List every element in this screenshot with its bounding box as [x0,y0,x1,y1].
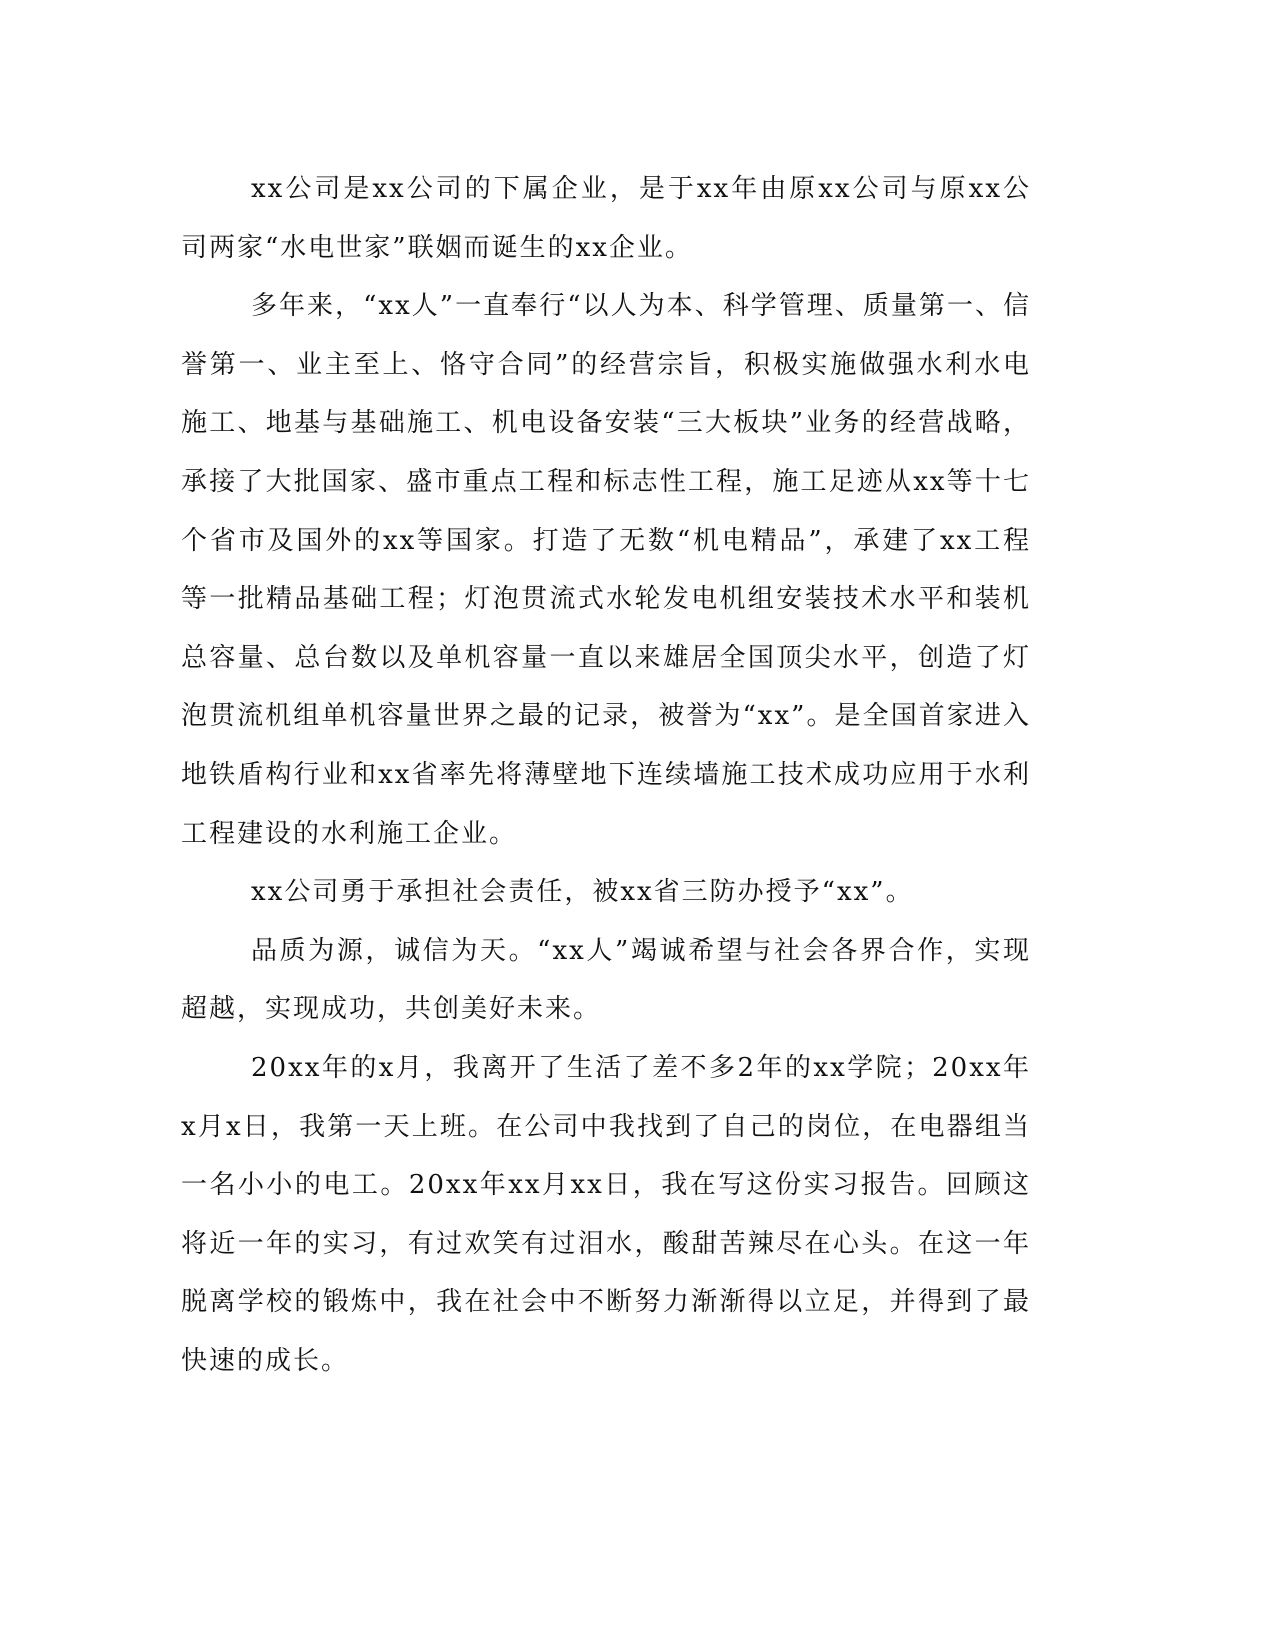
paragraph-company-profile: 多年来，“xx人”一直奉行“以人为本、科学管理、质量第一、信誉第一、业主至上、恪守合同”的经营宗旨，积极实施做强水利水电施工、地基与基础施工、机电设备安装“三大板块”业务的经营战略，承接了大批国家、盛市重点工程和标志性工程，施工足迹从xx等十七个省市及国外的xx等国家。打造了无数“机电精品”，承建了xx工程等一批精品基础工程；灯泡贯流式水轮发电机组安装技术水平和装机总容量、总台数以及单机容量一直以来雄居全国顶尖水平，创造了灯泡贯流机组单机容量世界之最的记录，被誉为“xx”。是全国首家进入地铁盾构行业和xx省率先将薄壁地下连续墙施工技术成功应用于水利工程建设的水利施工企业。 [181,291,1031,849]
paragraph-company-motto: 品质为源，诚信为天。“xx人”竭诚希望与社会各界合作，实现超越，实现成功，共创美好未来。 [181,935,1031,1025]
paragraph-internship-intro: 20xx年的x月，我离开了生活了差不多2年的xx学院；20xx年x月x日，我第一天上班。在公司中我找到了自己的岗位，在电器组当一名小小的电工。20xx年xx月xx日，我在写这份实习报告。回顾这将近一年的实习，有过欢笑有过泪水，酸甜苦辣尽在心头。在这一年脱离学校的锻炼中，我在社会中不断努力渐渐得以立足，并得到了最快速的成长。 [181,1052,1031,1376]
document-body [181,160,1031,1390]
paragraph-company-origin: xx公司是xx公司的下属企业，是于xx年由原xx公司与原xx公司两家“水电世家”联姻而诞生的xx企业。 [181,174,1031,263]
paragraph-social-responsibility: xx公司勇于承担社会责任，被xx省三防办授予“xx”。 [251,877,914,908]
